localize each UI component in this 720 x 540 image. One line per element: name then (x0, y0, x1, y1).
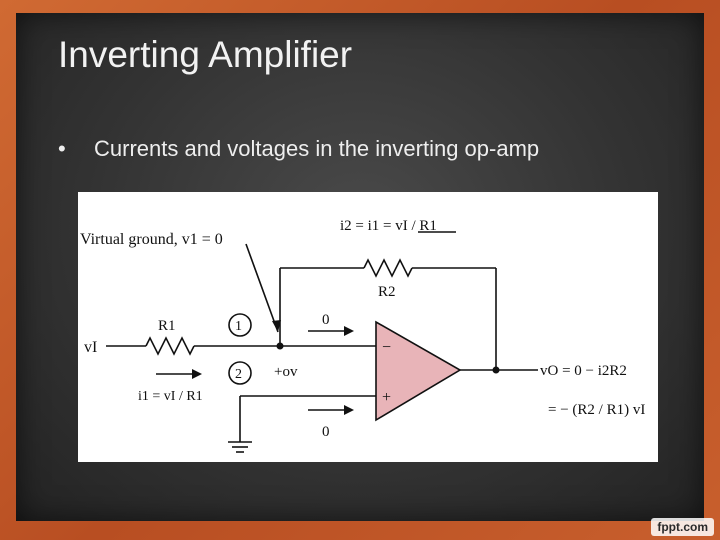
node-1-label: 1 (235, 319, 242, 334)
virtual-ground-arrow (246, 244, 278, 332)
output-gain-label: = − (R2 / R1) vI (548, 402, 646, 418)
virtual-ground-label: Virtual ground, v1 = 0 (80, 231, 223, 248)
junction-dot-output (493, 367, 500, 374)
circuit-svg (78, 192, 658, 462)
noninverting-input-current-label: 0 (322, 424, 330, 440)
slide-title: Inverting Amplifier (58, 34, 353, 75)
diff-voltage-label: +ov (274, 364, 298, 380)
inverting-input-current-label: 0 (322, 312, 330, 328)
input-current-arrowhead (192, 369, 202, 379)
bullet-text: Currents and voltages in the inverting op-amp (94, 136, 540, 161)
op-amp-plus-label: + (382, 389, 392, 406)
resistor-r1 (146, 338, 194, 354)
output-voltage-label: vO = 0 − i2R2 (540, 363, 627, 379)
bullet-item (58, 136, 539, 162)
resistor-r2-label: R2 (378, 284, 396, 300)
resistor-r1-label: R1 (158, 318, 176, 334)
op-amp-minus-label: − (382, 339, 392, 356)
input-voltage-label: vI (84, 339, 98, 356)
circuit-diagram (78, 192, 658, 462)
noninverting-current-arrowhead (344, 405, 354, 415)
junction-dot-input (277, 343, 284, 350)
feedback-current-label: i2 = i1 = vI / R1 (340, 218, 437, 234)
watermark-logo: fppt.com (651, 518, 714, 536)
node-2-label: 2 (235, 367, 242, 382)
resistor-r2 (364, 260, 412, 276)
inverting-current-arrowhead (344, 326, 354, 336)
bullet-dot: • (58, 136, 66, 161)
input-current-label: i1 = vI / R1 (138, 389, 203, 404)
